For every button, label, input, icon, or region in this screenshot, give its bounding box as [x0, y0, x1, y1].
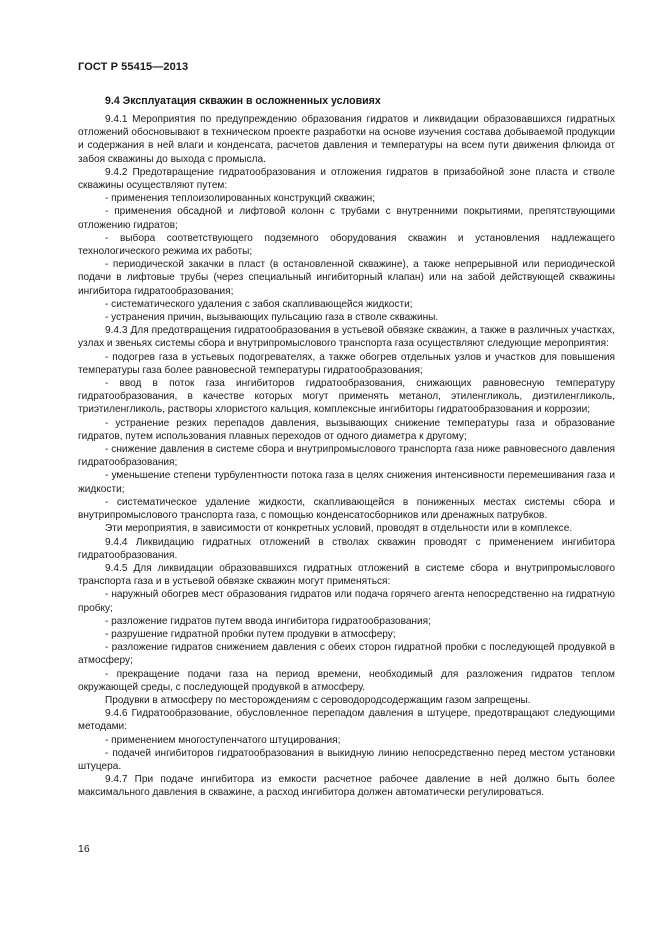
- page-number: 16: [78, 843, 90, 855]
- list-item: - уменьшение степени турбулентности потока газа в целях снижения интенсивности перемешивания газа и жидкости;: [78, 470, 615, 495]
- list-item: - устранение резких перепадов давления, вызывающих снижение температуры газа и образование гидратов, путем использования плавных переходов от одного диаметра к другому;: [78, 417, 615, 442]
- paragraph-note: Эти мероприятия, в зависимости от конкретных условий, проводят в отдельности или в комплексе.: [105, 523, 573, 535]
- paragraph-9-4-3: 9.4.3 Для предотвращения гидратообразования в устьевой обвязке скважин, а также в различных участках, узлах и звеньях системы сбора и внутрипромыслового транспорта газа осуществляют следующие мероприятия:: [78, 325, 615, 350]
- paragraph-9-4-4: 9.4.4 Ликвидацию гидратных отложений в стволах скважин проводят с применением ингибитора гидратообразования.: [78, 536, 615, 561]
- list-item: - прекращение подачи газа на период времени, необходимый для разложения гидратов теплом окружающей среды, с последующей продувкой в атмосферу.: [78, 668, 615, 693]
- list-item: - периодической закачки в пласт (в остановленной скважине), а также непрерывной или периодической подачи в лифтовые трубы (через специальный ингибиторный клапан) или на забой действующей скважины ингибитора гидратообразования;: [78, 259, 615, 297]
- list-item: - ввод в поток газа ингибиторов гидратообразования, снижающих равновесную температуру гидратообразования, в качестве которых могут применять метанол, этиленгликоль, диэтиленгликоль, триэтиленгликоль, растворы хлористого кальция, комплексные ингибиторы гидратообразования и коррозии;: [78, 378, 615, 416]
- section-title: 9.4 Эксплуатация скважин в осложненных условиях: [105, 95, 381, 107]
- paragraph-9-4-5: 9.4.5 Для ликвидации образовавшихся гидратных отложений в системе сбора и внутрипромыслового транспорта газа и в устьевой обвязке скважин могут применяться:: [78, 562, 615, 588]
- section-body: [78, 113, 615, 800]
- paragraph-9-4-6: 9.4.6 Гидратообразование, обусловленное перепадом давления в штуцере, предотвращают следующими методами:: [78, 708, 615, 733]
- list-item: - систематического удаления с забоя скапливающейся жидкости;: [105, 298, 413, 310]
- list-item: - снижение давления в системе сбора и внутрипромыслового транспорта газа ниже равновесного давления гидратообразования;: [78, 444, 615, 469]
- list-item: - подогрев газа в устьевых подогревателях, а также обогрев отдельных узлов и участков для повышения температуры газа более равновесной температуры гидратообразования;: [78, 351, 615, 376]
- paragraph-note: Продувки в атмосферу по месторождениям с сероводородсодержащим газом запрещены.: [105, 694, 531, 706]
- paragraph-9-4-7: 9.4.7 При подаче ингибитора из емкости расчетное рабочее давление в ней должно быть более максимального давления в скважине, а расход ингибитора должен автоматически регулироваться.: [78, 774, 615, 799]
- list-item: - подачей ингибиторов гидратообразования в выкидную линию непосредственно перед местом установки штуцера.: [78, 747, 615, 772]
- list-item: - наружный обогрев мест образования гидратов или подача горячего агента непосредственно на гидратную пробку;: [78, 589, 615, 614]
- list-item: - разрушение гидратной пробки путем продувки в атмосферу;: [105, 628, 396, 640]
- list-item: - разложение гидратов путем ввода ингибитора гидратообразования;: [105, 615, 431, 627]
- list-item: - выбора соответствующего подземного оборудования скважин и установления надлежащего технологического режима их работы;: [78, 232, 615, 258]
- list-item: - применения обсадной и лифтовой колонн с трубами с внутренними покрытиями, препятствующими отложению гидратов;: [78, 206, 615, 231]
- paragraph-9-4-1: 9.4.1 Мероприятия по предупреждению образования гидратов и ликвидации образовавшихся гидратных отложений обосновывают в техническом проекте разработки на основе изучения состава добываемой продукции и содержания в ней влаги и конденсата, расчетов давления и температуры на всем пути движения флюида от забоя скважины до выхода с промысла.: [78, 114, 615, 165]
- list-item: - разложение гидратов снижением давления с обеих сторон гидратной пробки с последующей продувкой в атмосферу;: [78, 642, 615, 667]
- list-item: - применения теплоизолированных конструкций скважин;: [105, 193, 376, 205]
- list-item: - систематическое удаление жидкости, скапливающейся в пониженных местах системы сбора и внутрипромыслового транспорта газа, с помощью конденсатосборников или дренажных патрубков.: [78, 496, 615, 522]
- document-header: ГОСТ Р 55415—2013: [78, 61, 189, 73]
- list-item: - применением многоступенчатого штуцирования;: [105, 734, 341, 746]
- list-item: - устранения причин, вызывающих пульсацию газа в стволе скважины.: [105, 312, 439, 324]
- paragraph-9-4-2: 9.4.2 Предотвращение гидратообразования и отложения гидратов в призабойной зоне пласта и стволе скважины осуществляют путем:: [78, 166, 615, 192]
